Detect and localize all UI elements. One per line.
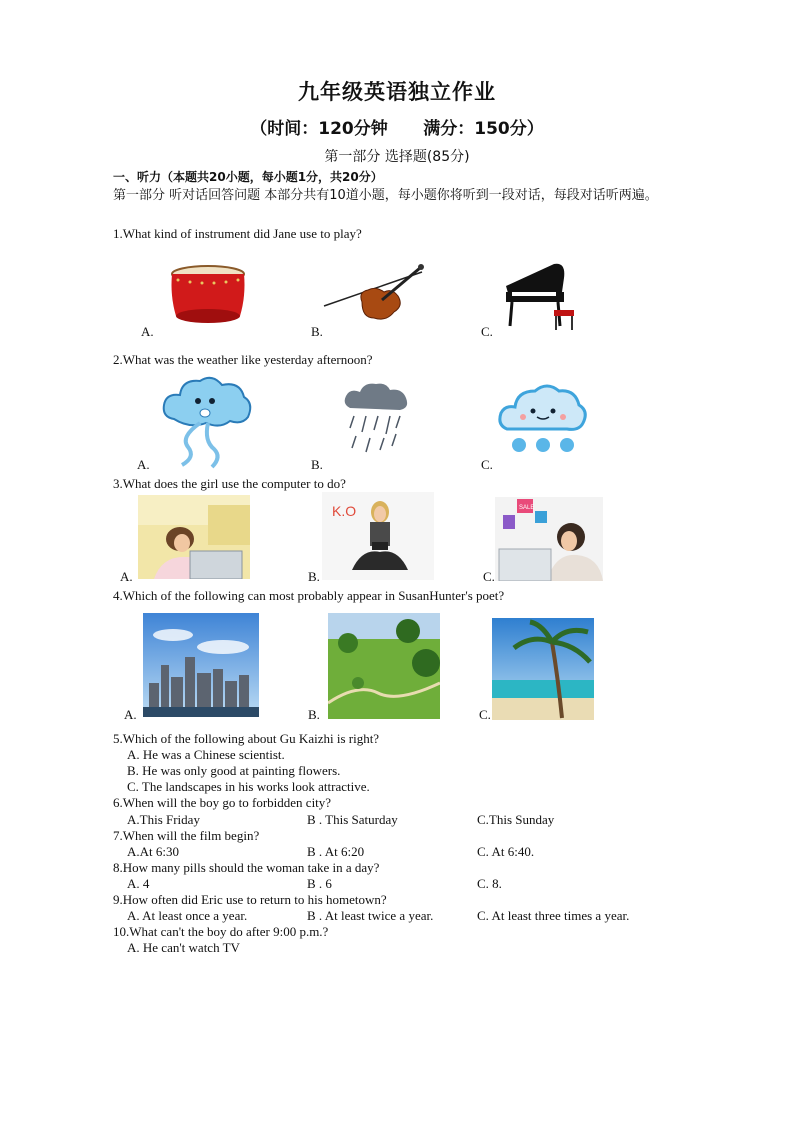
q4-option-a: A. bbox=[124, 707, 137, 722]
q1-option-c: C. bbox=[481, 324, 493, 339]
q7-option-c: C. At 6:40. bbox=[477, 844, 535, 859]
question-2: 2.What was the weather like yesterday afternoon? bbox=[113, 352, 373, 367]
exam-score: 满分：150分） bbox=[423, 119, 544, 139]
girl-laptop-photo bbox=[138, 495, 250, 579]
drum-image bbox=[168, 264, 248, 326]
q2-option-a: A. bbox=[137, 457, 150, 472]
q3-option-c: C. bbox=[483, 569, 495, 584]
part-heading: 第一部分 选择题(85分) bbox=[324, 149, 470, 165]
q8-option-b: B . 6 bbox=[307, 876, 332, 891]
sale-text: SALE bbox=[519, 505, 535, 511]
q6-option-a: A.This Friday bbox=[127, 812, 200, 827]
q5-option-b: B. He was only good at painting flowers. bbox=[127, 763, 341, 778]
piano-image bbox=[500, 260, 576, 334]
section-heading: 一、听力（本题共20小题，每小题1分，共20分） bbox=[113, 170, 383, 184]
question-7: 7.When will the film begin? bbox=[113, 828, 260, 843]
ko-text: K.O bbox=[332, 503, 357, 519]
q2-option-b: B. bbox=[311, 457, 323, 472]
q9-option-b: B . At least twice a year. bbox=[307, 908, 434, 923]
girl-game-photo bbox=[322, 492, 434, 580]
q9-option-c: C. At least three times a year. bbox=[477, 908, 630, 923]
question-6: 6.When will the boy go to forbidden city? bbox=[113, 795, 332, 810]
rain-cloud-image bbox=[342, 382, 410, 454]
q3-option-a: A. bbox=[120, 569, 133, 584]
question-1: 1.What kind of instrument did Jane use to play? bbox=[113, 226, 362, 241]
q4-option-c: C. bbox=[479, 707, 491, 722]
exam-info bbox=[0, 114, 794, 139]
girl-shopping-photo bbox=[495, 497, 603, 581]
q7-option-b: B . At 6:20 bbox=[307, 844, 365, 859]
q8-option-c: C. 8. bbox=[477, 876, 502, 891]
question-5: 5.Which of the following about Gu Kaizhi is right? bbox=[113, 731, 380, 746]
q1-option-a: A. bbox=[141, 324, 154, 339]
q3-option-b: B. bbox=[308, 569, 320, 584]
q7-option-a: A.At 6:30 bbox=[127, 844, 179, 859]
violin-image bbox=[322, 262, 426, 326]
exam-time: （时间：120分钟 bbox=[250, 119, 388, 139]
q8-option-a: A. 4 bbox=[127, 876, 150, 891]
q1-option-b: B. bbox=[311, 324, 323, 339]
q4-option-b: B. bbox=[308, 707, 320, 722]
page-title: 九年级英语独立作业 bbox=[298, 80, 496, 104]
question-9: 9.How often did Eric use to return to his hometown? bbox=[113, 892, 387, 907]
city-skyline-photo bbox=[143, 613, 259, 717]
q5-option-c: C. The landscapes in his works look attractive. bbox=[127, 779, 370, 794]
question-3: 3.What does the girl use the computer to do? bbox=[113, 476, 346, 491]
snow-cloud-image bbox=[497, 381, 589, 455]
windy-cloud-image bbox=[160, 373, 254, 469]
countryside-photo bbox=[328, 613, 440, 719]
question-8: 8.How many pills should the woman take in a day? bbox=[113, 860, 380, 875]
q2-option-c: C. bbox=[481, 457, 493, 472]
q10-option-a: A. He can't watch TV bbox=[127, 940, 240, 955]
q9-option-a: A. At least once a year. bbox=[127, 908, 248, 923]
q6-option-c: C.This Sunday bbox=[477, 812, 555, 827]
q6-option-b: B . This Saturday bbox=[307, 812, 398, 827]
beach-palm-photo bbox=[492, 618, 594, 720]
question-10: 10.What can't the boy do after 9:00 p.m.? bbox=[113, 924, 329, 939]
question-4: 4.Which of the following can most probably appear in SusanHunter's poet? bbox=[113, 588, 505, 603]
q5-option-a: A. He was a Chinese scientist. bbox=[127, 747, 285, 762]
section-intro: 第一部分 听对话回答问题 本部分共有10道小题，每小题你将听到一段对话，每段对话听两遍。 bbox=[113, 188, 658, 203]
